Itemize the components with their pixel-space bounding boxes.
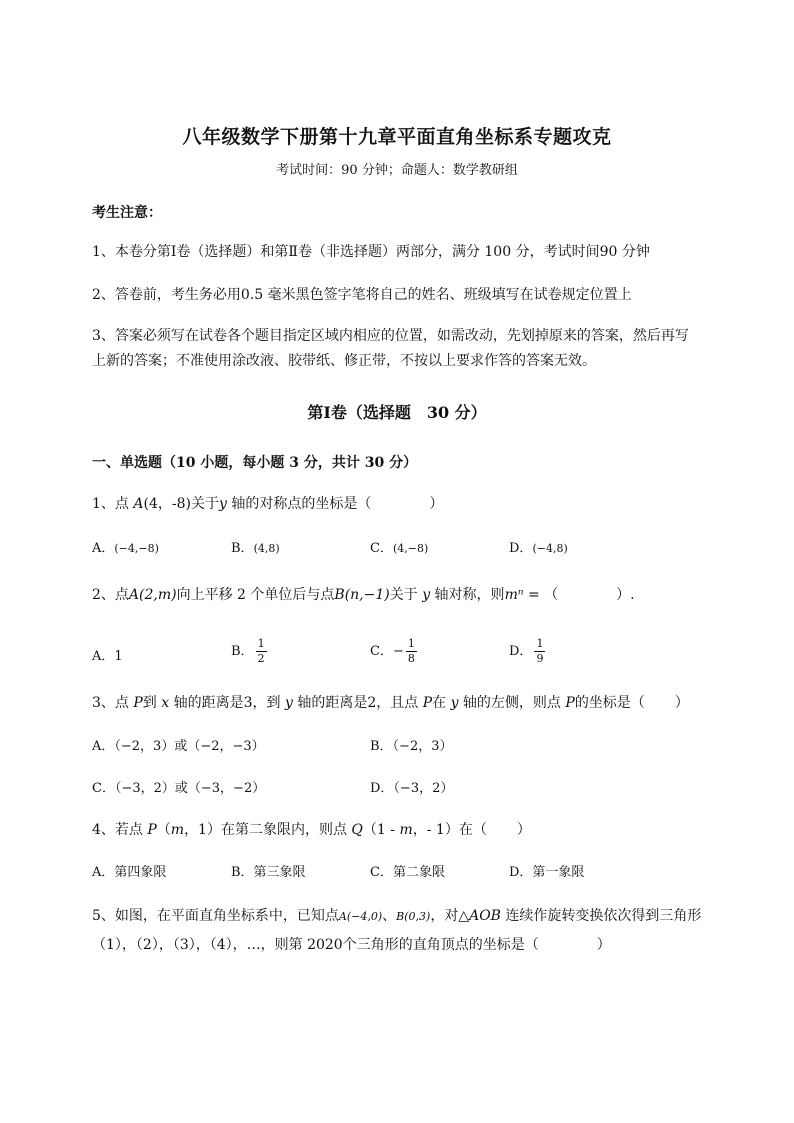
q1-option-c[interactable]: C．(4,−8) bbox=[370, 541, 429, 556]
q4-option-b[interactable]: B．第三象限 bbox=[231, 865, 306, 880]
notice-item-2: 2、答卷前，考生务必用0.5 毫米黑色签字笔将自己的姓名、班级填写在试卷规定位置上 bbox=[92, 287, 632, 303]
notice-item-3: 3、答案必须写在试卷各个题目指定区域内相应的位置，如需改动，先划掉原来的答案，然后再写上新的答案；不准使用涂改液、胶带纸、修正带，不按以上要求作答的答案无效。 bbox=[92, 328, 689, 369]
question-1: 1、点 A(4，-8)关于y 轴的对称点的坐标是（ ） bbox=[92, 496, 444, 512]
notice-item-1: 1、本卷分第Ⅰ卷（选择题）和第Ⅱ卷（非选择题）两部分，满分 100 分，考试时间90 分钟 bbox=[92, 244, 650, 260]
q3-option-d[interactable]: D．（−3，2） bbox=[370, 781, 454, 796]
q3-option-c[interactable]: C．（−3，2）或（−3，−2） bbox=[92, 781, 266, 796]
section-title: 第Ⅰ卷（选择题 30 分） bbox=[307, 403, 487, 422]
page-title: 八年级数学下册第十九章平面直角坐标系专题攻克 bbox=[182, 126, 612, 148]
question-3: 3、点 P到 x 轴的距离是3，到 y 轴的距离是2，且点 P在 y 轴的左侧，则点 P的坐标是（ ） bbox=[92, 695, 689, 711]
exam-subtitle: 考试时间：90 分钟；命题人：数学教研组 bbox=[276, 163, 518, 178]
fraction: $\frac{1}{2}$ bbox=[257, 637, 265, 665]
fraction: $\frac{1}{8}$ bbox=[407, 637, 415, 665]
q1-option-a[interactable]: A．(−4,−8) bbox=[92, 541, 159, 556]
q4-option-a[interactable]: A．第四象限 bbox=[92, 865, 167, 880]
fraction: $\frac{1}{9}$ bbox=[536, 637, 544, 665]
q3-option-a[interactable]: A．（−2，3）或（−2，−3） bbox=[92, 739, 265, 754]
q4-option-d[interactable]: D．第一象限 bbox=[509, 865, 585, 880]
q2-option-d[interactable]: D． $\frac{1}{9}$ bbox=[509, 637, 544, 665]
notice-heading: 考生注意： bbox=[92, 205, 162, 221]
q2-option-a[interactable]: A．1 bbox=[92, 649, 123, 664]
q1-option-b[interactable]: B．(4,8) bbox=[231, 541, 280, 556]
q4-option-c[interactable]: C．第二象限 bbox=[370, 865, 445, 880]
part-heading: 一、单选题（10 小题，每小题 3 分，共计 30 分） bbox=[92, 455, 418, 471]
q3-option-b[interactable]: B．（−2，3） bbox=[370, 739, 453, 754]
question-5: 5、如图，在平面直角坐标系中，已知点A(−4,0)、B(0,3)，对△AOB 连续作旋转变换依次得到三角形（1），（2），（3），（4），…，则第 2020个三角形的直角顶点的坐标是（ ） bbox=[92, 908, 702, 953]
question-2: 2、点A(2,m)向上平移 2 个单位后与点B(n,−1)关于 y 轴对称，则mⁿ = （ ）. bbox=[92, 587, 635, 603]
q1-option-d[interactable]: D．(−4,8) bbox=[509, 541, 568, 556]
question-4: 4、若点 P（m，1）在第二象限内，则点 Q（1 - m，- 1）在（ ） bbox=[92, 822, 531, 838]
q2-option-b[interactable]: B． $\frac{1}{2}$ bbox=[231, 637, 265, 665]
q2-option-c[interactable]: C．− $\frac{1}{8}$ bbox=[370, 637, 415, 665]
